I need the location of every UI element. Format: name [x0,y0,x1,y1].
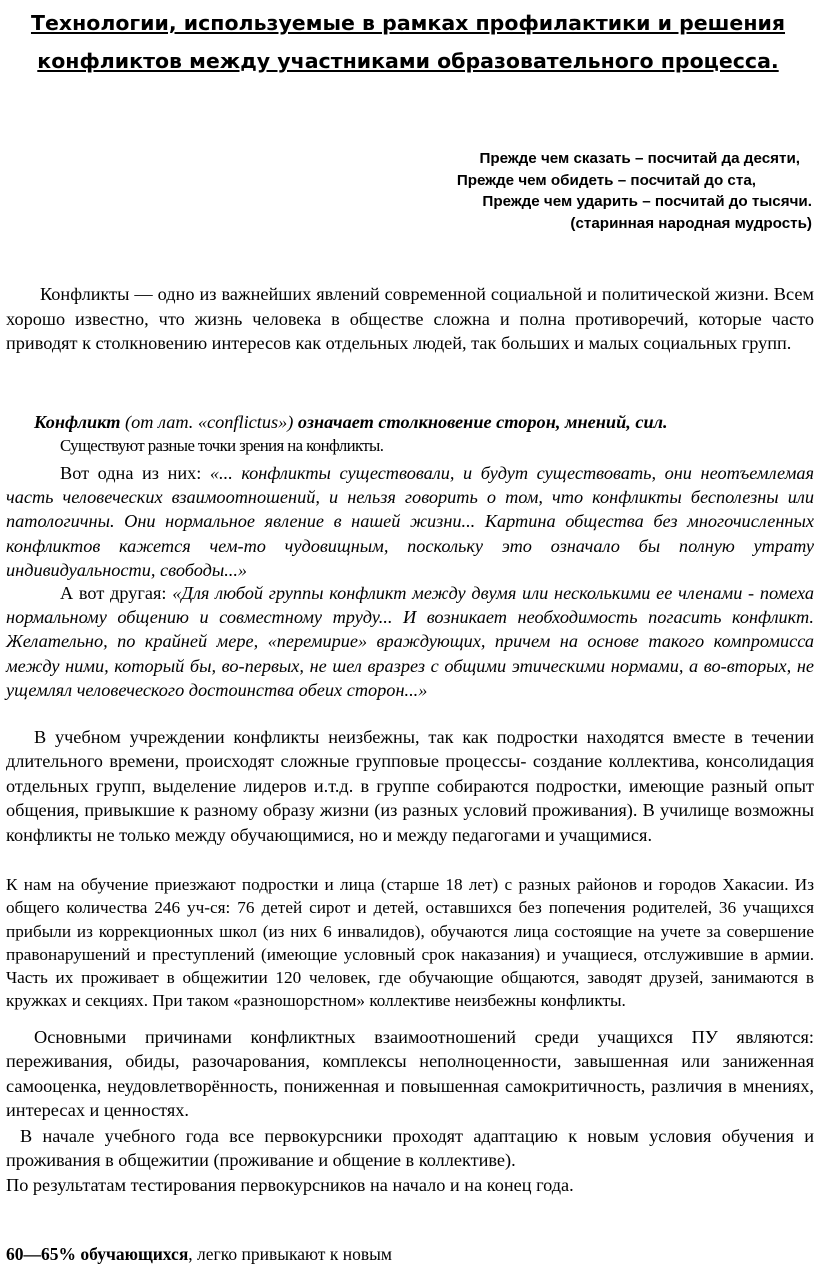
paragraph-second-view [6,581,814,702]
results-text: , легко привыкают к новым [188,1244,392,1264]
paragraph-viewpoints: Существуют разные точки зрения на конфликты. [60,436,384,455]
paragraph-conflicts-intro: Конфликты — одно из важнейших явлений современной социальной и политической жизни. Всем хорошо известно, что жизнь человека в обществе сложна и полна противоречий, которые часто приводят к столкновению интересов как отдельных людей, так больших и малых социальных групп. [6,284,814,353]
epigraph-line: Прежде чем сказать – посчитай да десяти, [479,150,800,167]
epigraph-line: Прежде чем обидеть – посчитай до ста, [456,171,756,189]
paragraph-causes: Основными причинами конфликтных взаимоотношений среди учащихся ПУ являются: переживания, обиды, разочарования, комплексы неполноценности, завышенная или заниженная самооценка, неудовлетворённость, пониженная и повышенная самокритичность, различия в мнениях, интересах и ценностях. [6,1027,814,1121]
paragraph-school-conflicts: В учебном учреждении конфликты неизбежны, так как подростки находятся вместе в течении длительного времени, происходят сложные групповые процессы- создание коллектива, консолидация отдельных групп, выделение лидеров и.т.д. в группе собираются подростки, имеющие разный опыт общения, привыкшие к разному образу жизни (из разных условий проживания). В училище возможны конфликты не только между обучающимися, но и между педагогами и учащимися. [6,727,814,845]
second-view-lead: А вот другая: [60,583,173,603]
first-view-quote: «... конфликты существовали, и будут существовать, они неотъемлемая часть человеческих взаимоотношений, и нельзя говорить о том, что конфликты бесполезны или патологичны. Они нормальное явление в нашей жизни... Картина общества без многочисленных конфликтов кажется чем-то чудовищным, поскольку это означало бы полную утрату индивидуальности, свободы...» [6,463,814,580]
paragraph-adaptation: В начале учебного года все первокурсники проходят адаптацию к новым условия обучения и проживания в общежитии (проживание и общение в коллективе). [6,1126,814,1171]
paragraph-students: К нам на обучение приезжают подростки и лица (старше 18 лет) с разных районов и городов Хакасии. Из общего количества 246 уч-ся: 76 детей сирот и детей, оставшихся без попечения родителей, 36 учащихся прибыли из коррекционных школ (из них 6 инвалидов), обучаются лица состоящие на учете за совершение правонарушений и преступлений (имеющие условный срок наказания) и учащиеся, отслужившие в армии. Часть их проживает в общежитии 120 человек, где обучающие общаются, заводят друзей, занимаются в кружках и секциях. При таком «разношорстном» коллективе неизбежны конфликты. [6,875,814,1011]
paragraph-first-view [6,461,814,582]
first-view-lead: Вот одна из них: [60,463,210,483]
document-title: Технологии, используемые в рамках профилактики и решения конфликтов между участниками образовательного процесса. [30,11,786,73]
epigraph-attribution: (старинная народная мудрость) [570,214,812,232]
epigraph [292,148,812,234]
definition-text: означает столкновение сторон, мнений, сил. [297,412,668,432]
second-view-quote: «Для любой группы конфликт между двумя или несколькими ее членами - помеха нормальному общению и совместному труду... И возникает необходимость погасить конфликт. Желательно, по крайней мере, «перемирие» враждующих, причем на основе такого компромисса между ними, который бы, во-первых, не шел вразрез с общими этическими нормами, а во-вторых, не ущемлял человеческого достоинства обеих сторон...» [6,583,815,700]
results-percentage: 60—65% обучающихся [6,1244,189,1264]
definition-term: Конфликт [34,412,121,432]
paragraph-definition [6,410,814,434]
definition-origin: (от лат. «conflictus») [120,412,298,432]
paragraph-results [6,1242,814,1267]
epigraph-line: Прежде чем ударить – посчитай до тысячи. [482,193,812,210]
paragraph-testing: По результатам тестирования первокурсников на начало и на конец года. [6,1175,574,1195]
